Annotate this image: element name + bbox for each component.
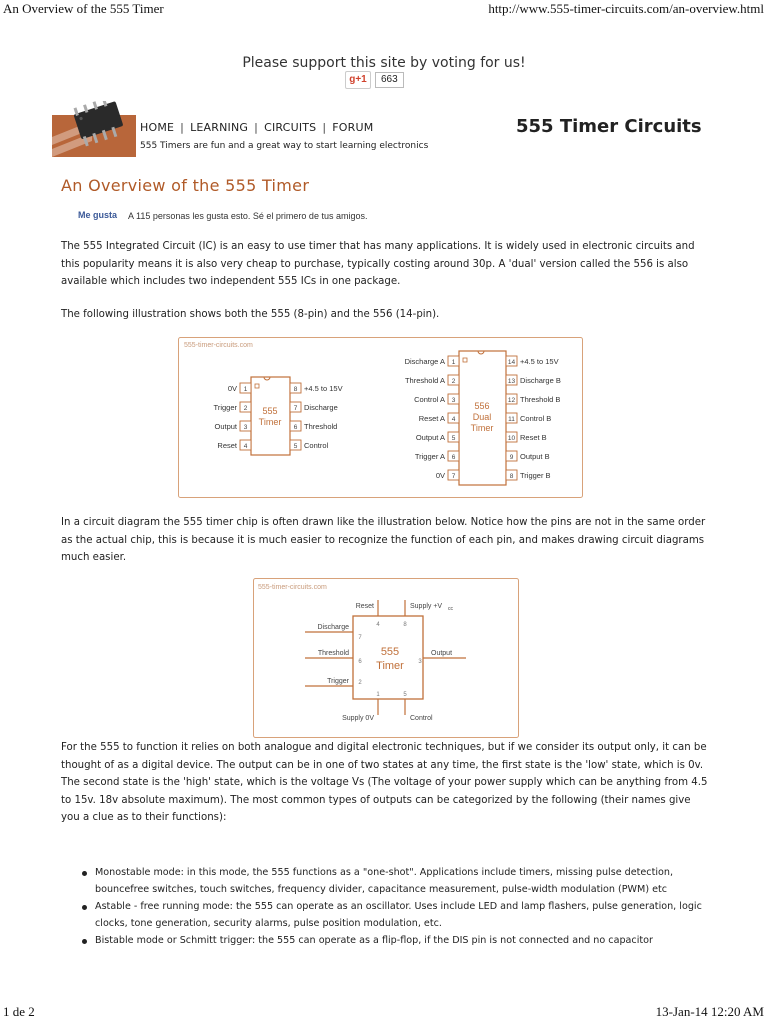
pin-label: Discharge: [304, 403, 338, 412]
pin-number: 6: [451, 454, 456, 461]
print-footer: [0, 1002, 768, 1024]
pin-label-supply-0v: Supply 0V: [342, 715, 374, 722]
pin-label: Output B: [520, 452, 550, 461]
circuit-diagram-paragraph: In a circuit diagram the 555 timer chip is often drawn like the illustration below. Notice how the pins are not in the same order as the actual chip, this is because it is much easier to recognize the function of each pin, and makes drawing circuit diagrams much easier.: [61, 517, 706, 563]
pin-number: 14: [507, 359, 516, 366]
page-title: An Overview of the 555 Timer: [61, 176, 310, 195]
pin-number: 8: [293, 386, 298, 393]
pin-number: 8: [403, 622, 407, 628]
pin-label: 0V: [435, 471, 445, 480]
print-page-number: 1 de 2: [3, 1004, 35, 1019]
pin-label: Discharge B: [520, 376, 561, 385]
pin-label: Threshold B: [520, 395, 561, 404]
gplus-widget: [345, 71, 404, 89]
main-nav: [140, 121, 373, 134]
gplus-button[interactable]: g+1: [345, 71, 371, 89]
pin-label-control: Control: [410, 715, 433, 722]
pin-number: 3: [243, 424, 248, 431]
support-message: Please support this site by voting for us!: [242, 55, 526, 71]
modes-list: [78, 865, 718, 951]
pin-label-output: Output: [431, 650, 453, 657]
pin-number: 3: [418, 659, 422, 665]
chip-556-label: 556: [474, 401, 490, 411]
pin-label: Output: [214, 422, 237, 431]
pin-number: 5: [293, 443, 298, 450]
nav-learning[interactable]: LEARNING: [190, 121, 249, 134]
nav-circuits[interactable]: CIRCUITS: [264, 121, 317, 134]
pin-number: 8: [509, 473, 514, 480]
pin-number: 12: [507, 397, 516, 404]
pin-label: Trigger: [213, 403, 237, 412]
pin-number: 5: [451, 435, 456, 442]
schematic-chip-label: 555: [380, 646, 400, 658]
print-title: An Overview of the 555 Timer: [3, 1, 164, 16]
site-logo[interactable]: [52, 101, 136, 157]
chip-556-label: Timer: [470, 423, 494, 433]
pin-label: Control: [304, 441, 329, 450]
pinout-diagram: [178, 337, 583, 498]
pin-label: Control B: [520, 414, 552, 423]
print-header: [0, 0, 768, 18]
pin-number: 3: [451, 397, 456, 404]
pin-label-supply-subscript: cc: [448, 606, 453, 612]
pin-number: 1: [243, 386, 248, 393]
diagram-watermark: 555-timer-circuits.com: [258, 584, 327, 591]
pin-label: 0V: [227, 384, 237, 393]
pin-label: Trigger A: [414, 452, 445, 461]
list-item: Astable - free running mode: the 555 can operate as an oscillator. Uses include LED and lamp flashers, pulse generation, logic clocks, tone generation, security alarms, pulse position modulation, etc.: [78, 899, 718, 932]
pin-label-reset: Reset: [355, 603, 374, 610]
print-url[interactable]: http://www.555-timer-circuits.com/an-overview.html: [488, 1, 764, 16]
pin-label: Reset B: [520, 433, 547, 442]
pin-number: 4: [451, 416, 456, 423]
schematic-chip-label: Timer: [376, 660, 404, 672]
nav-separator: |: [322, 121, 327, 134]
pin-number: 6: [358, 659, 362, 665]
pin-number: 2: [243, 405, 248, 412]
chip-555-label: 555: [262, 406, 278, 416]
pin-label: Threshold: [304, 422, 338, 431]
pin-label: Discharge A: [404, 357, 445, 366]
pin-number: 1: [451, 359, 456, 366]
pin-label: Trigger B: [520, 471, 551, 480]
pin-label: Threshold A: [404, 376, 445, 385]
pin-label-discharge: Discharge: [317, 624, 349, 631]
pin-number: 7: [358, 635, 362, 641]
pin-number: 7: [293, 405, 298, 412]
pin-number: 7: [451, 473, 456, 480]
illustration-intro: The following illustration shows both the 555 (8-pin) and the 556 (14-pin).: [61, 309, 440, 320]
pin-number: 1: [376, 692, 380, 698]
pin-label-supply: Supply +V: [410, 603, 443, 610]
intro-paragraph: The 555 Integrated Circuit (IC) is an easy to use timer that has many applications. It is widely used in electronic circuits and this popularity means it is also very cheap to purchase, typically costing around 30p. A 'dual' version called the 556 is also available which includes two independent 555 ICs in one package.: [61, 241, 695, 287]
gplus-count: 663: [375, 72, 404, 88]
site-brand[interactable]: 555 Timer Circuits: [516, 116, 702, 137]
print-datetime: 13-Jan-14 12:20 AM: [655, 1004, 764, 1019]
facebook-like-text: A 115 personas les gusta esto. Sé el primero de tus amigos.: [128, 211, 368, 221]
nav-separator: |: [180, 121, 185, 134]
pin-label: Control A: [414, 395, 445, 404]
list-item: Monostable mode: in this mode, the 555 functions as a "one-shot". Applications include timers, missing pulse detection, bouncefree switches, touch switches, frequency divider, capacitance measurement, pulse-width modulation (PWM) etc: [78, 865, 718, 898]
pin-label: Output A: [415, 433, 445, 442]
pin-label-trigger: Trigger: [327, 678, 349, 685]
pin-number: 11: [508, 416, 515, 423]
pin-number: 5: [403, 692, 407, 698]
schematic-diagram: [253, 578, 519, 738]
nav-forum[interactable]: FORUM: [332, 121, 374, 134]
pin-label: +4.5 to 15V: [520, 357, 559, 366]
chip-555-label: Timer: [258, 417, 282, 427]
pin-number: 6: [293, 424, 298, 431]
diagram-watermark: 555-timer-circuits.com: [184, 342, 253, 349]
pin-label: Reset: [217, 441, 237, 450]
pin-number: 2: [451, 378, 456, 385]
nav-separator: |: [254, 121, 259, 134]
pin-number: 4: [243, 443, 248, 450]
outputs-paragraph: For the 555 to function it relies on both analogue and digital electronic techniques, but if we consider its output only, it can be thought of as a digital device. The output can be in one of two states at any time, the first state is the 'low' state, which is 0v. The second state is the 'high' state, which is the voltage Vs (The voltage of your power supply which can be anything from 4.5 to 15v. 18v absolute maximum). The most common types of outputs can be categorized by the following (their names give you a clue as to their functions):: [61, 742, 708, 823]
pin-number: 4: [376, 622, 380, 628]
pin-label-threshold: Threshold: [317, 650, 349, 657]
pin-number: 9: [509, 454, 514, 461]
pin-number: 13: [507, 378, 516, 385]
pin-label: +4.5 to 15V: [304, 384, 343, 393]
site-tagline: 555 Timers are fun and a great way to start learning electronics: [140, 141, 429, 151]
pin-number: 10: [507, 435, 516, 442]
pin-number: 2: [358, 680, 362, 686]
pin-label: Reset A: [418, 414, 445, 423]
list-item: Bistable mode or Schmitt trigger: the 555 can operate as a flip-flop, if the DIS pin is not connected and no capacitor: [78, 933, 718, 950]
chip-556-label: Dual: [472, 412, 492, 422]
facebook-like-button[interactable]: Me gusta: [78, 210, 118, 220]
nav-home[interactable]: HOME: [140, 121, 175, 134]
